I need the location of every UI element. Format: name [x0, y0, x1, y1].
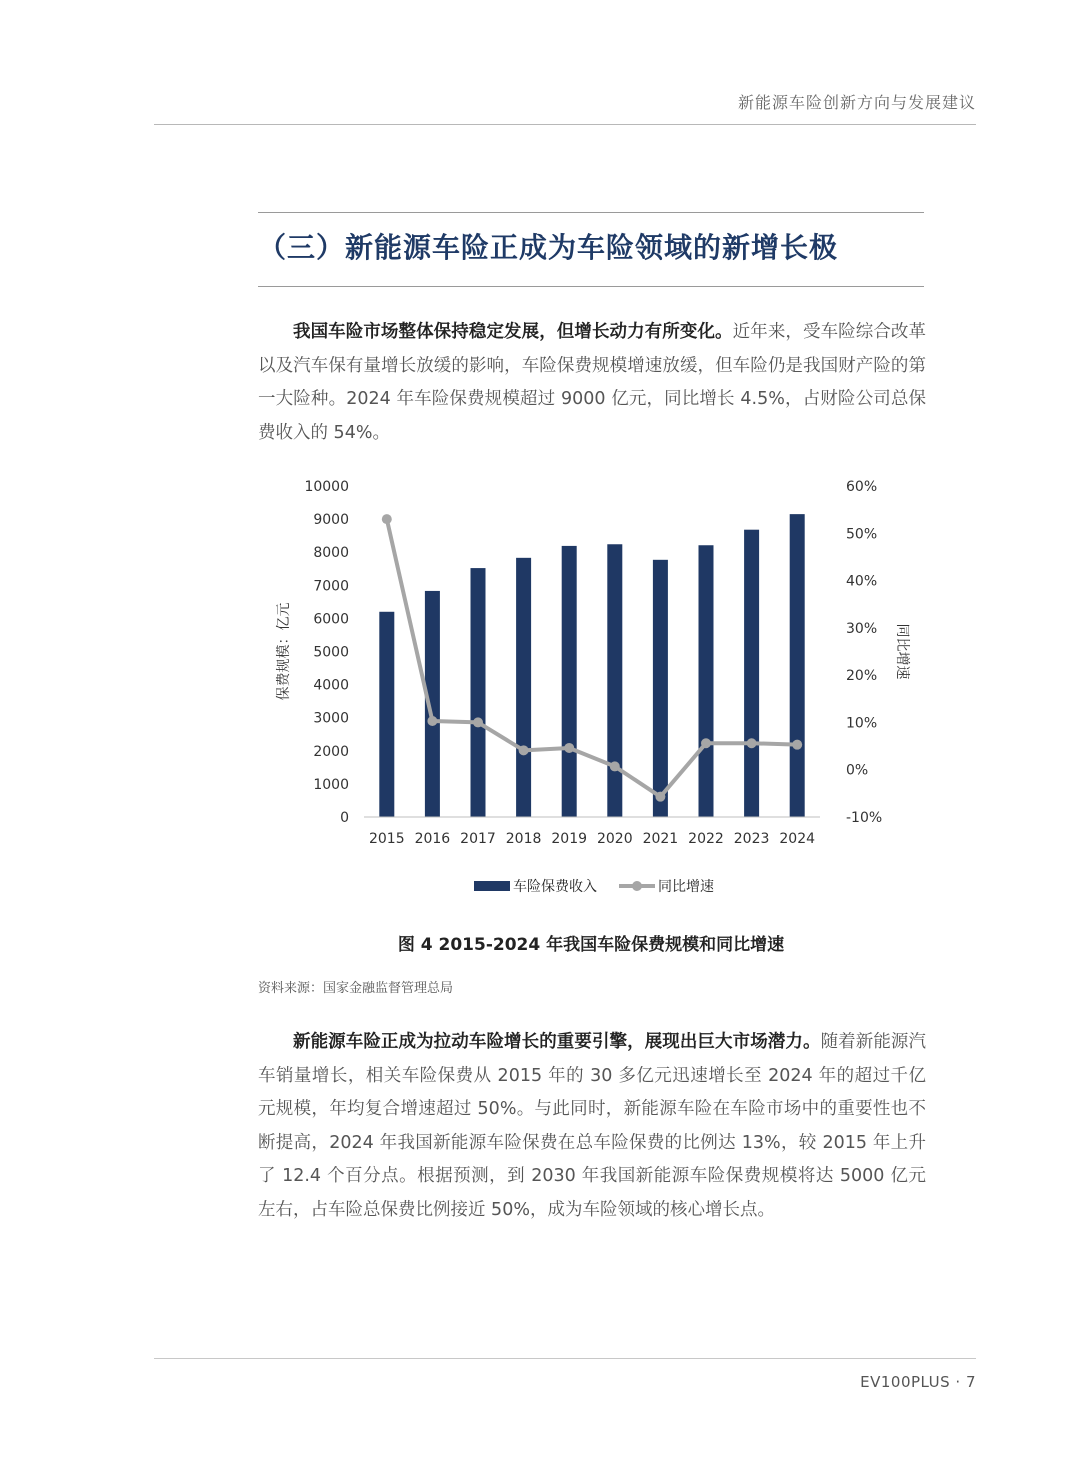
y-axis-tick-label: 10000: [304, 479, 349, 495]
bar-2019: [562, 546, 577, 817]
y-axis-tick-label: 1000: [313, 776, 349, 793]
bar-2015: [379, 612, 394, 817]
growth-point-2022: [701, 738, 711, 748]
paragraph-1-lead: 我国车险市场整体保持稳定发展，但增长动力有所变化。: [293, 322, 733, 342]
growth-point-2017: [473, 717, 483, 727]
y-axis-tick-label: 0: [340, 810, 349, 826]
y-axis-tick-label: 5000: [313, 644, 349, 661]
y-axis-tick-label: 4000: [313, 677, 349, 694]
paragraph-2-lead: 新能源车险正成为拉动车险增长的重要引擎，展现出巨大市场潜力。: [293, 1032, 821, 1052]
y-axis-tick-label: 3000: [313, 710, 349, 727]
y2-axis-tick-label: 40%: [846, 573, 878, 590]
x-axis-tick-label: 2019: [551, 831, 588, 847]
y2-axis-tick-label: 0%: [846, 762, 869, 779]
legend-bar-label: 车险保费收入: [513, 879, 597, 895]
figure-caption: 图 4 2015-2024 年我国车险保费规模和同比增速: [397, 935, 785, 955]
growth-point-2016: [427, 716, 437, 726]
header-divider: [154, 124, 976, 125]
y2-axis-tick-label: 30%: [846, 620, 878, 637]
growth-point-2018: [519, 745, 529, 755]
y-axis-tick-label: 7000: [313, 578, 349, 595]
section-title-top-rule: [258, 212, 924, 213]
x-axis-tick-label: 2024: [779, 831, 816, 847]
legend-bar-swatch: [474, 881, 510, 891]
bar-2023: [744, 530, 759, 817]
y2-axis-tick-label: 20%: [846, 668, 878, 685]
page-footer: EV100PLUS · 7: [860, 1373, 976, 1391]
x-axis-tick-label: 2021: [642, 831, 679, 847]
growth-point-2019: [564, 743, 574, 753]
x-axis-tick-label: 2020: [596, 831, 633, 847]
growth-point-2021: [655, 792, 665, 802]
y-axis-tick-label: 8000: [313, 545, 349, 562]
growth-line: [387, 519, 797, 797]
paragraph-2-body: 随着新能源汽车销量增长，相关车险保费从 2015 年的 30 多亿元迅速增长至 2024 年的超过千亿元规模，年均复合增速超过 50%。与此同时，新能源车险在车险市场中的重要性也不断提高，2024 年我国新能源车险保费在总车险保费的比例达 13%，较 2015 年上升了 12.4 个百分点。根据预测，到 2030 年我国新能源车险保费规模将达 5000 亿元左右，占车险总保费比例接近 50%，成为车险领域的核心增长点。: [258, 1032, 927, 1220]
bar-2020: [607, 544, 622, 817]
y2-axis-tick-label: -10%: [846, 810, 883, 826]
x-axis-tick-label: 2022: [688, 831, 724, 847]
footer-divider: [154, 1358, 976, 1359]
bar-2024: [790, 514, 805, 817]
y-axis-title: 保费规模：亿元: [276, 602, 292, 701]
bar-2022: [699, 545, 714, 817]
section-title: （三）新能源车险正成为车险领域的新增长极: [258, 231, 839, 264]
figure-source: 资料来源：国家金融监督管理总局: [258, 981, 454, 996]
y2-axis-tick-label: 60%: [846, 479, 878, 495]
x-axis-tick-label: 2018: [505, 831, 542, 847]
x-axis-tick-label: 2017: [460, 831, 496, 847]
bar-2021: [653, 560, 668, 817]
y-axis-tick-label: 2000: [313, 743, 349, 760]
bar-2017: [471, 568, 486, 817]
growth-point-2024: [792, 740, 802, 750]
bar-2018: [516, 558, 531, 817]
legend-line-label: 同比增速: [658, 879, 714, 895]
y-axis-tick-label: 9000: [313, 512, 349, 529]
x-axis-tick-label: 2023: [733, 831, 770, 847]
running-header: 新能源车险创新方向与发展建议: [737, 93, 976, 112]
legend-line-marker: [632, 881, 642, 891]
growth-point-2023: [747, 738, 757, 748]
x-axis-tick-label: 2015: [368, 831, 405, 847]
y-axis-tick-label: 6000: [313, 611, 349, 628]
x-axis-tick-label: 2016: [414, 831, 451, 847]
growth-point-2015: [382, 514, 392, 524]
y2-axis-tick-label: 10%: [846, 715, 878, 732]
section-title-bottom-rule: [258, 286, 924, 287]
paragraph-1: [258, 316, 926, 450]
paragraph-2: [258, 1026, 926, 1227]
premium-chart: [270, 470, 930, 910]
growth-point-2020: [610, 761, 620, 771]
paragraph-1-body: 近年来，受车险综合改革以及汽车保有量增长放缓的影响，车险保费规模增速放缓，但车险仍是我国财产险的第一大险种。2024 年车险保费规模超过 9000 亿元，同比增长 4.5%，占财险公司总保费收入的 54%。: [258, 322, 927, 443]
y2-axis-tick-label: 50%: [846, 526, 878, 543]
y2-axis-title: 同比增速: [894, 623, 910, 680]
